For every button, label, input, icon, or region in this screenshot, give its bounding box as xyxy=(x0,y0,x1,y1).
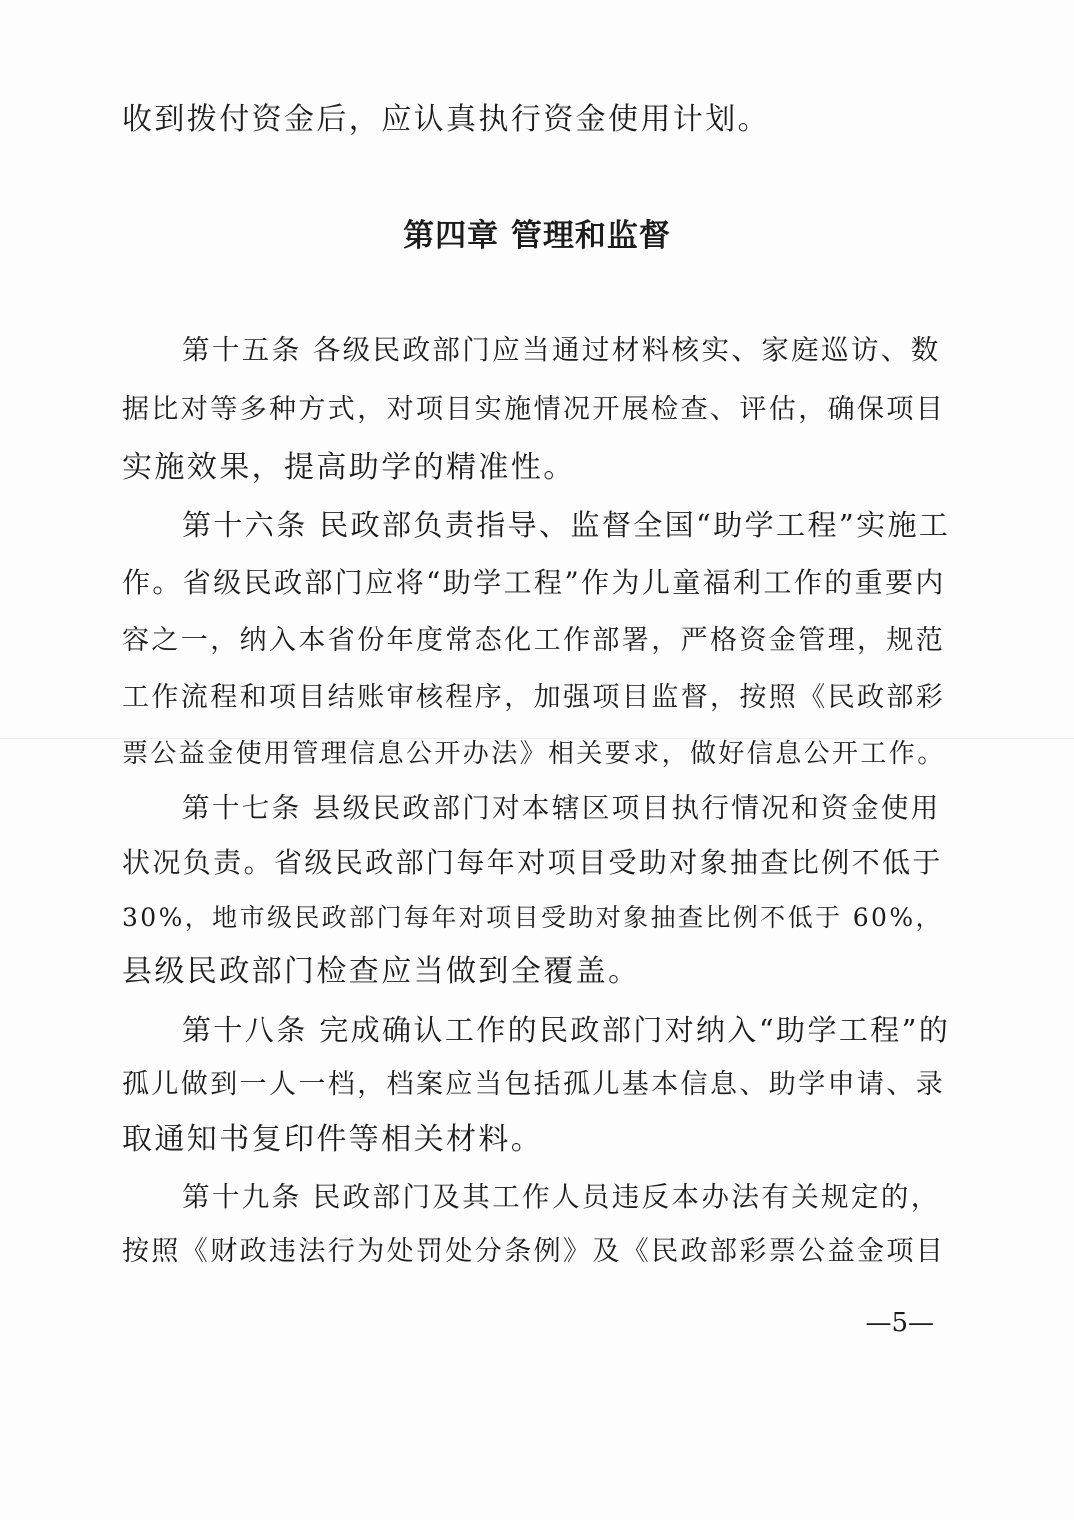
page-number: —5— xyxy=(865,1308,934,1338)
article-17-line-4: 县级民政部门检查应当做到全覆盖。 xyxy=(122,954,641,989)
article-19-line-1: 第十九条 民政部门及其工作人员违反本办法有关规定的， xyxy=(182,1181,941,1213)
paragraph-line: 收到拨付资金后，应认真执行资金使用计划。 xyxy=(122,102,770,137)
article-16-line-2: 作。省级民政部门应将“助学工程”作为儿童福利工作的重要内 xyxy=(122,566,946,599)
article-18-line-3: 取通知书复印件等相关材料。 xyxy=(122,1122,544,1157)
article-15-line-3: 实施效果，提高助学的精准性。 xyxy=(122,450,576,485)
article-17-line-1: 第十七条 县级民政部门对本辖区项目执行情况和资金使用 xyxy=(182,792,941,824)
article-16-line-4: 工作流程和项目结账审核程序，加强项目监督，按照《民政部彩 xyxy=(122,682,946,713)
article-17-line-3: 30%，地市级民政部门每年对项目受助对象抽查比例不低于 60%， xyxy=(122,903,943,932)
article-16-line-1: 第十六条 民政部负责指导、监督全国“助学工程”实施工 xyxy=(182,508,951,542)
article-18-line-2: 孤儿做到一人一档，档案应当包括孤儿基本信息、助学申请、录 xyxy=(122,1069,946,1100)
chapter-heading: 第四章 管理和监督 xyxy=(403,218,671,254)
article-18-line-1: 第十八条 完成确认工作的民政部门对纳入“助学工程”的 xyxy=(182,1013,951,1047)
article-16-line-5: 票公益金使用管理信息公开办法》相关要求，做好信息公开工作。 xyxy=(122,739,946,769)
article-15-line-2: 据比对等多种方式，对项目实施情况开展检查、评估，确保项目 xyxy=(122,394,946,425)
article-17-line-2: 状况负责。省级民政部门每年对项目受助对象抽查比例不低于 xyxy=(122,846,943,879)
article-15-line-1: 第十五条 各级民政部门应当通过材料核实、家庭巡访、数 xyxy=(182,334,941,366)
article-19-line-2: 按照《财政违法行为处罚处分条例》及《民政部彩票公益金项目 xyxy=(122,1236,946,1267)
article-16-line-3: 容之一，纳入本省份年度常态化工作部署，严格资金管理，规范 xyxy=(122,625,946,656)
